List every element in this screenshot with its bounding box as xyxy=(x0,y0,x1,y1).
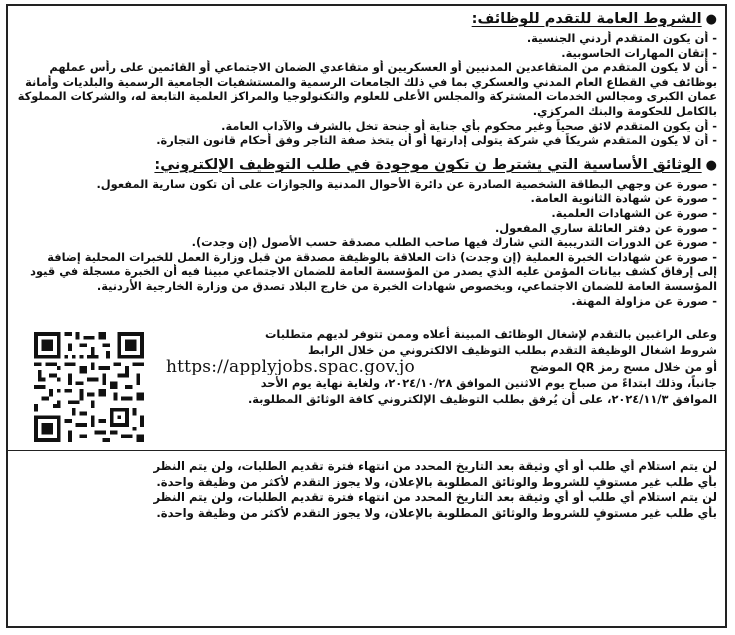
application-text: جانباً، وذلك ابتداءً من صباح يوم الاثنين الموافق ٢٠٢٤/١٠/٢٨، ولغاية نهاية يوم الأحد xyxy=(260,375,717,390)
announcement-frame xyxy=(6,4,727,628)
notice-line: لن يتم استلام أي طلب أو أي وثيقة بعد التاريخ المحدد من انتهاء فترة تقديم الطلبات، ولن يتم النظر xyxy=(153,459,717,474)
list-item: المؤسسة العامة للضمان الاجتماعي، وبخصوص شهادات الخبرة من خارج البلاد تصدق من وزارة الخارجية الأردنية. xyxy=(96,278,717,293)
bullet-icon: ● xyxy=(705,12,717,27)
general-conditions-heading: ●الشروط العامة للتقدم للوظائف: xyxy=(471,11,717,27)
required-documents-list xyxy=(16,177,717,308)
application-section xyxy=(16,326,717,440)
list-item: - صورة عن دفتر العائلة ساري المفعول. xyxy=(494,220,717,235)
list-item: - صورة عن الشهادات العلمية. xyxy=(551,205,717,220)
list-item: - أن يكون المتقدم لائق صحياً وغير محكوم بأي جناية أو جنحة تخل بالشرف والآداب العامة. xyxy=(221,118,717,133)
list-item: - صورة عن وجهي البطاقة الشخصية الصادرة عن دائرة الأحوال المدنية والجوازات على أن تكون سارية المفعول. xyxy=(96,176,717,191)
notice-line: لن يتم استلام أي طلب أو أي وثيقة بعد التاريخ المحدد من انتهاء فترة تقديم الطلبات، ولن يتم النظر xyxy=(153,490,717,505)
notices-section xyxy=(16,451,717,521)
application-text: شروط اشغال الوظيفة التقدم بطلب التوظيف الالكتروني من خلال الرابط xyxy=(308,343,717,358)
list-item: بالكامل للحكومة والبنك المركزي. xyxy=(532,103,717,118)
notice-line: بأي طلب غير مستوفٍ للشروط والوثائق المطلوبة بالإعلان، ولا يجوز التقدم لأكثر من وظيفة واحدة. xyxy=(156,505,717,520)
list-item: إلى إرفاق كشف بيانات المؤمن عليه الذي يصدر من المؤسسة العامة للضمان الاجتماعي مبينا فيه أن الخبرة مسجلة في قيود xyxy=(30,264,717,279)
list-item: - أن لا يكون المتقدم شريكاً في شركة يتولى إدارتها أو أن يتخذ صفة التاجر وفق أحكام قانون التجارة. xyxy=(156,133,717,148)
list-item: - أن يكون المتقدم أردني الجنسية. xyxy=(526,31,717,45)
list-item: بوظائف في القطاع العام المدني والعسكري بما في ذلك الجامعات الرسمية والمستشفيات الجامعية الرسمية والبلديات وأمانة xyxy=(25,74,717,89)
required-documents-heading: ●الوثائق الأساسية التي يشترط ن تكون موجودة في طلب التوظيف الإلكتروني: xyxy=(154,156,717,173)
bullet-icon: ● xyxy=(705,157,717,173)
application-text: أو من خلال مسح رمز QR الموضح xyxy=(529,359,717,374)
list-item: - صورة عن شهادة الثانوية العامة. xyxy=(530,191,717,206)
list-item: - صورة عن مزاولة المهنة. xyxy=(571,293,717,308)
application-link[interactable]: https://applyjobs.spac.gov.jo xyxy=(166,358,415,375)
list-item: - صورة عن الدورات التدريبية التي شارك فيها صاحب الطلب مصدقة حسب الأصول (إن وجدت). xyxy=(191,235,717,250)
general-conditions-list xyxy=(16,31,717,148)
list-item: - صورة عن شهادات الخبرة العملية (إن وجدت) ذات العلاقة بالوظيفة مصدقة من قبل وزارة العمل للخبرات المحلية إضافة xyxy=(47,249,717,264)
notice-line: بأي طلب غير مستوفٍ للشروط والوثائق المطلوبة بالإعلان، ولا يجوز التقدم لأكثر من وظيفة واحدة. xyxy=(156,474,717,489)
application-text: وعلى الراغبين بالتقدم لإشغال الوظائف المبينة أعلاه وممن تتوفر لديهم متطلبات xyxy=(264,327,717,342)
qr-code-icon[interactable] xyxy=(34,332,144,442)
application-url-row xyxy=(166,359,717,375)
list-item: عمان الكبرى ومجالس الخدمات المشتركة والمجلس الأعلى للعلوم والتكنولوجيا والمراكز العلمية التابعة له، والشركات المملوكة xyxy=(17,89,717,104)
application-text: الموافق ٢٠٢٤/١١/٣، على أن يُرفق بطلب التوظيف الإلكتروني كافة الوثائق المطلوبة. xyxy=(247,391,717,406)
list-item: - أن لا يكون المتقدم من المتقاعدين المدنيين أو العسكريين أو متقاعدي الضمان الاجتماعي أو القائمين على رأس عملهم xyxy=(49,60,717,75)
list-item: - إتقان المهارات الحاسوبية. xyxy=(561,45,717,60)
